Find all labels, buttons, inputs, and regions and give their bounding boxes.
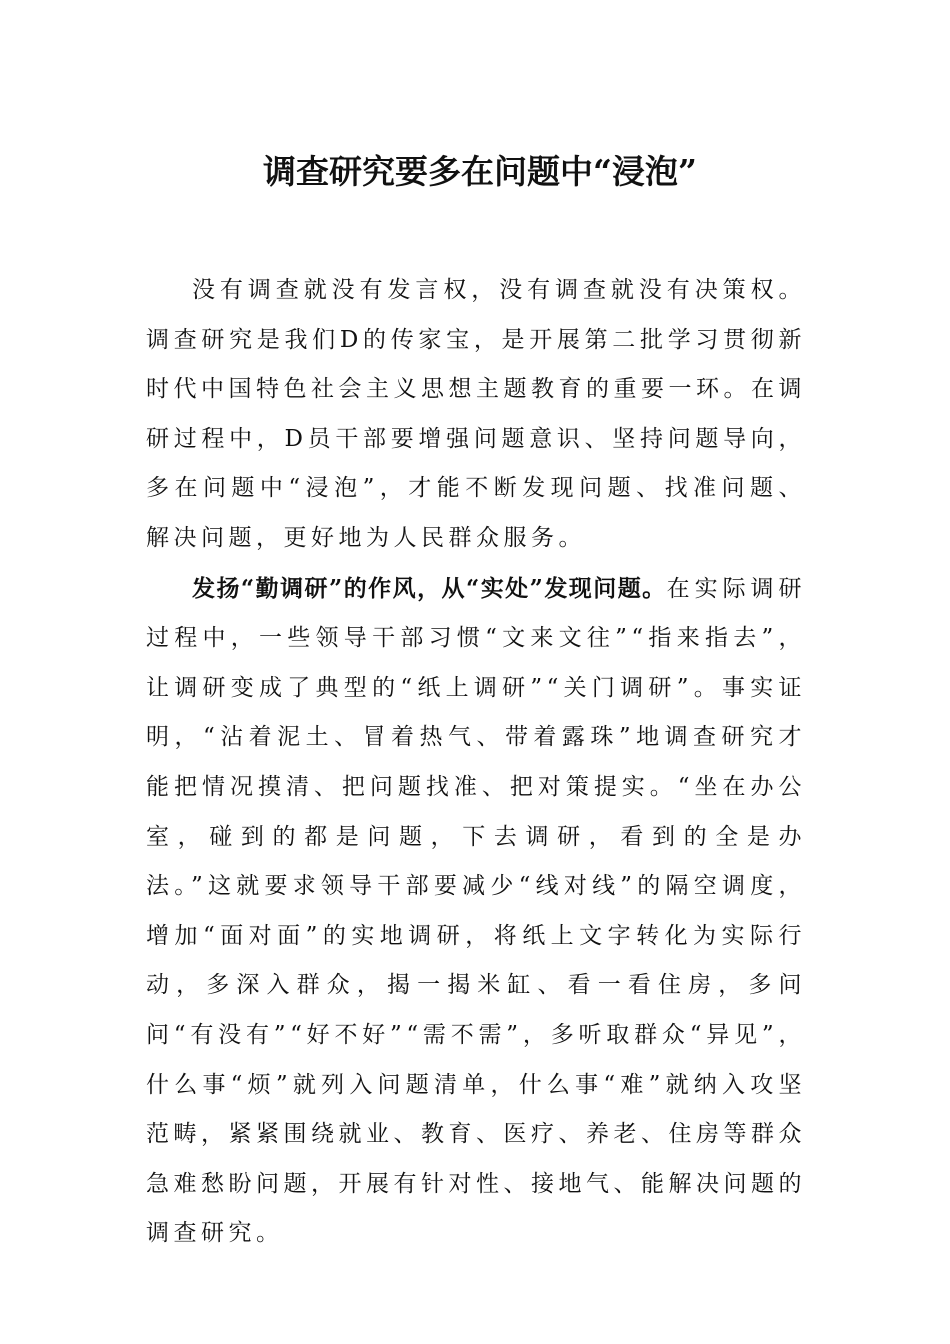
paragraph-intro (146, 266, 806, 564)
paragraph-text: 没有调查就没有发言权，没有调查就没有决策权。调查研究是我们D的传家宝，是开展第二批学习贯彻新时代中国特色社会主义思想主题教育的重要一环。在调研过程中，D员干部要增强问题意识、坚持问题导向，多在问题中“浸泡”，才能不断发现问题、找准问题、解决问题，更好地为人民群众服务。 (146, 277, 806, 551)
paragraph-text: 在实际调研过程中，一些领导干部习惯“文来文往”“指来指去”，让调研变成了典型的“纸上调研”“关门调研”。事实证明，“沾着泥土、冒着热气、带着露珠”地调查研究才能把情况摸清、把问题找准、把对策提实。“坐在办公室，碰到的都是问题，下去调研，看到的全是办法。”这就要求领导干部要减少“线对线”的隔空调度，增加“面对面”的实地调研，将纸上文字转化为实际行动，多深入群众，揭一揭米缸、看一看住房，多问问“有没有”“好不好”“需不需”，多听取群众“异见”，什么事“烦”就列入问题清单，什么事“难”就纳入攻坚范畴，紧紧围绕就业、教育、医疗、养老、住房等群众急难愁盼问题，开展有针对性、接地气、能解决问题的调查研究。 (146, 575, 807, 1247)
document-title: 调查研究要多在问题中“浸泡” (263, 152, 697, 191)
document-body (146, 266, 806, 1259)
paragraph-lead-heading: 发扬“勤调研”的作风，从“实处”发现问题。 (192, 574, 667, 602)
document-page (146, 150, 806, 1259)
paragraph-section-1 (146, 564, 806, 1259)
